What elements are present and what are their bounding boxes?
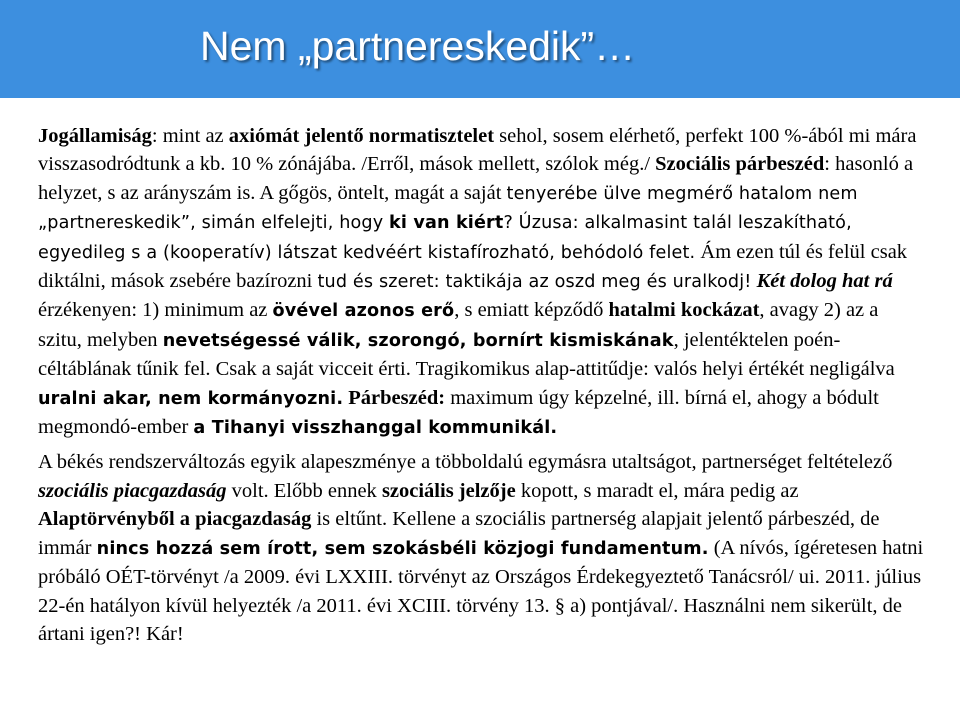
emphasis-szocialis-piacgazdasag: szociális piacgazdaság — [38, 479, 227, 502]
text-run: (A nívós, ígéretesen hatni próbáló OÉT-törvényt /a 2009. évi LXXIII. törvényt az Országos Érdekegyeztető Tanácsról/ ui. 2011. július 22-én hatályon kívül helyezték /a 2011. évi XCIII. törvény 13. § a) pontjával/. Használni nem sikerült, de ártani igen?! Kár! — [38, 536, 924, 645]
term-parbeszed: Párbeszéd: — [348, 386, 446, 409]
term-szocialis-parbeszed: Szociális párbeszéd — [655, 153, 825, 176]
text-run: érzékenyen: 1) minimum az — [38, 299, 273, 322]
text-run: volt. Előbb ennek — [226, 479, 382, 502]
text-run: is eltűnt. Kellene a szociális partnerség alapjait jelentő párbeszéd, de immár — [38, 508, 880, 559]
emphasis-hatalmi-kockazat: hatalmi kockázat — [608, 299, 760, 322]
emphasis-ket-dolog-hat-ra: Két dolog hat rá — [756, 270, 893, 293]
text-run-sans: ? Úzusa: alkalmasint talál leszakítható, egyedileg s a (kooperatív) látszat kedvéért kistafírozható, behódoló felet. — [38, 213, 852, 263]
text-run: maximum úgy képzelné, ill. bírná el, ahogy a bódult megmondó-ember — [38, 386, 879, 439]
text-run: A békés rendszerváltozás egyik alapeszménye a többoldalú egymásra utaltságot, partnerséget feltételező — [38, 451, 893, 474]
text-run-sans: tud és szeret: taktikája az oszd meg és uralkodj! — [317, 272, 752, 293]
text-run: , avagy 2) az a szitu, melyben — [38, 299, 879, 351]
text-run: sehol, sosem elérhető, perfekt 100 %-ából mi mára visszasodródtunk a kb. 10 % zónájába. /Erről, mások mellett, szólok még./ — [38, 125, 917, 176]
slide-body — [38, 122, 924, 648]
paragraph-2 — [38, 448, 924, 648]
paragraph-1 — [38, 122, 924, 442]
emphasis-uralni-akar: uralni akar, nem kormányozni. — [38, 388, 344, 409]
emphasis-azonos-ero: övével azonos erő — [272, 301, 455, 322]
text-run-sans: tenyerébe ülve megmérő hatalom nem „partnereskedik”, simán elfelejti, hogy — [38, 183, 858, 234]
text-run: , jelentéktelen poén-céltáblának tűnik fel. Csak a saját vicceit érti. Tragikomikus alap-attitűdje: valós helyi értékét negligálva — [38, 328, 895, 381]
text-run: Ám ezen túl és felül csak diktálni, mások zsebére bazírozni — [38, 240, 908, 293]
emphasis-szocialis-jelzoje: szociális jelzője — [381, 479, 516, 502]
term-jogallamisag: Jogállamiság — [38, 125, 152, 147]
emphasis-nevetsegesse-valik: nevetségessé válik, szorongó, bornírt kismiskának — [162, 330, 674, 351]
emphasis-kozjogi-fundamentum: nincs hozzá sem írott, sem szokásbéli közjogi fundamentum. — [96, 538, 709, 559]
emphasis-ki-van-kiert: ki van kiért — [389, 213, 504, 234]
title-bar — [0, 0, 960, 98]
slide-title: Nem „partnereskedik”… — [200, 23, 636, 69]
emphasis-normatisztelet: axiómát jelentő normatisztelet — [228, 125, 495, 147]
text-run: kopott, s maradt el, mára pedig az — [515, 479, 799, 502]
emphasis-alaptorveny: Alaptörvényből a piacgazdaság — [38, 508, 312, 531]
emphasis-tihanyi-visszhang: a Tihanyi visszhanggal kommunikál. — [193, 418, 558, 439]
text-run: : mint az — [151, 125, 229, 147]
text-run: , s emiatt képződő — [454, 299, 609, 322]
text-run: : hasonló a helyzet, s az arányszám is. A gőgös, öntelt, magát a saját — [38, 153, 914, 204]
